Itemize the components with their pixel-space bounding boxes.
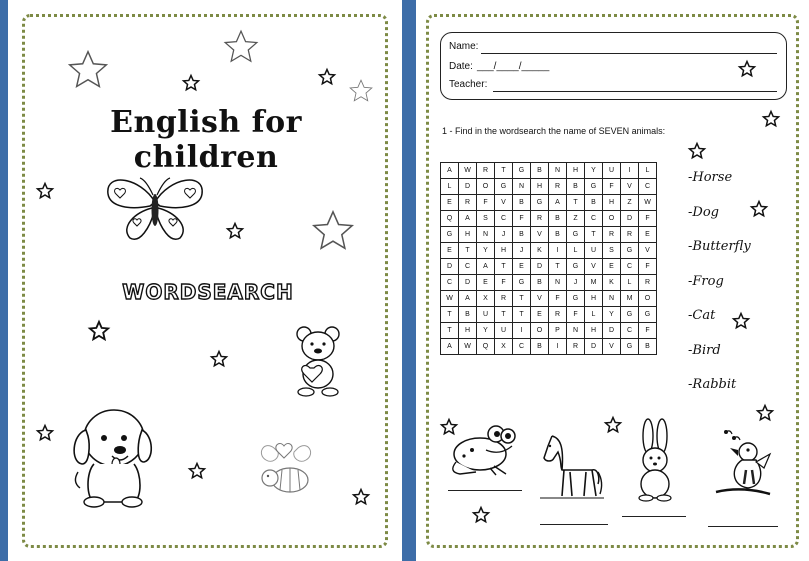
grid-cell[interactable]: F [567,307,585,323]
grid-cell[interactable]: D [621,211,639,227]
grid-cell[interactable]: W [459,163,477,179]
grid-cell[interactable]: L [621,275,639,291]
grid-cell[interactable]: N [567,323,585,339]
grid-cell[interactable]: B [531,339,549,355]
grid-cell[interactable]: G [567,227,585,243]
animal-word: -Frog [688,273,724,289]
grid-cell[interactable]: W [441,291,459,307]
grid-cell[interactable]: D [531,259,549,275]
grid-cell[interactable]: G [513,275,531,291]
grid-cell[interactable]: T [567,195,585,211]
grid-row [441,227,657,243]
grid-cell[interactable]: O [531,323,549,339]
answer-line-frog[interactable] [448,490,522,491]
grid-cell[interactable]: A [459,211,477,227]
grid-cell[interactable]: K [531,243,549,259]
grid-cell[interactable]: D [603,323,621,339]
grid-cell[interactable]: F [639,211,657,227]
star-icon [88,320,110,346]
star-icon [604,416,622,438]
grid-cell[interactable]: R [621,227,639,243]
grid-cell[interactable]: D [459,179,477,195]
grid-cell[interactable]: W [459,339,477,355]
grid-cell[interactable]: G [441,227,459,243]
grid-cell[interactable]: G [513,163,531,179]
grid-cell[interactable]: Q [477,339,495,355]
star-icon [222,28,260,70]
star-icon [318,68,336,90]
star-icon [472,506,490,528]
grid-cell[interactable]: V [531,227,549,243]
grid-cell[interactable]: B [567,179,585,195]
grid-cell[interactable]: C [639,179,657,195]
star-icon [762,110,780,132]
star-icon [36,182,54,204]
grid-cell[interactable]: E [441,195,459,211]
grid-cell[interactable]: T [549,259,567,275]
grid-cell[interactable]: L [567,243,585,259]
grid-cell[interactable]: G [639,307,657,323]
star-icon [732,312,750,334]
grid-cell[interactable]: G [621,307,639,323]
grid-cell[interactable]: H [459,227,477,243]
grid-cell[interactable]: R [495,291,513,307]
grid-cell[interactable]: F [549,291,567,307]
butterfly-illustration [100,172,210,248]
animal-word: -Butterfly [688,239,751,254]
grid-row [441,339,657,355]
grid-cell[interactable]: L [639,163,657,179]
star-icon [188,462,206,484]
grid-cell[interactable]: T [441,307,459,323]
animal-word: -Bird [688,342,721,358]
grid-cell[interactable]: V [639,243,657,259]
grid-cell[interactable]: B [549,227,567,243]
grid-cell[interactable]: B [531,275,549,291]
animal-word: -Cat [688,308,716,323]
grid-cell[interactable]: J [495,227,513,243]
grid-row [441,163,657,179]
grid-cell[interactable]: F [513,211,531,227]
grid-cell[interactable]: O [639,291,657,307]
horse-illustration [540,432,604,506]
grid-cell[interactable]: H [459,323,477,339]
grid-cell[interactable]: J [513,243,531,259]
grid-cell[interactable]: F [495,275,513,291]
grid-cell[interactable]: T [495,307,513,323]
grid-cell[interactable]: D [585,339,603,355]
grid-row [441,275,657,291]
grid-row [441,195,657,211]
grid-cell[interactable]: I [549,243,567,259]
grid-cell[interactable]: D [441,259,459,275]
grid-cell[interactable]: V [495,195,513,211]
grid-cell[interactable]: B [459,307,477,323]
grid-cell[interactable]: T [495,163,513,179]
grid-cell[interactable]: A [477,259,495,275]
grid-cell[interactable]: F [603,179,621,195]
grid-row [441,307,657,323]
grid-cell[interactable]: V [603,339,621,355]
grid-cell[interactable]: Y [603,307,621,323]
instruction-text: 1 - Find in the wordsearch the name of SEVEN animals: [442,126,666,136]
rabbit-illustration [630,418,680,506]
grid-cell[interactable]: E [639,227,657,243]
answer-line-horse[interactable] [540,524,608,525]
grid-cell[interactable]: Z [621,195,639,211]
grid-cell[interactable]: F [639,259,657,275]
grid-cell[interactable]: T [441,323,459,339]
grid-cell[interactable]: A [459,291,477,307]
grid-cell[interactable]: B [513,227,531,243]
grid-cell[interactable]: P [549,323,567,339]
name-label: Name: [449,41,479,52]
grid-cell[interactable]: Y [477,243,495,259]
star-icon [210,350,228,372]
grid-row [441,291,657,307]
grid-cell[interactable]: G [585,179,603,195]
grid-cell[interactable]: E [477,275,495,291]
teacher-label: Teacher: [449,79,488,90]
grid-cell[interactable]: C [621,323,639,339]
teacher-field[interactable] [493,91,777,92]
grid-cell[interactable]: R [639,275,657,291]
grid-cell[interactable]: R [477,163,495,179]
grid-cell[interactable]: E [603,259,621,275]
worksheet-page [416,0,809,561]
grid-cell[interactable]: E [441,243,459,259]
grid-cell[interactable]: B [513,195,531,211]
grid-cell[interactable]: E [513,259,531,275]
cover-page [8,0,402,561]
star-icon [750,200,768,222]
grid-row [441,211,657,227]
grid-cell[interactable]: U [495,323,513,339]
grid-cell[interactable]: R [531,211,549,227]
star-icon [352,488,370,510]
grid-cell[interactable]: E [531,307,549,323]
grid-row [441,243,657,259]
grid-cell[interactable]: N [513,179,531,195]
grid-cell[interactable]: G [621,243,639,259]
grid-cell[interactable]: J [567,275,585,291]
cover-subtitle: WORDSEARCH [122,280,294,304]
star-icon [310,208,356,258]
animal-word: -Horse [688,170,733,185]
grid-cell[interactable]: X [495,339,513,355]
grid-cell[interactable]: F [639,323,657,339]
grid-cell[interactable]: I [549,339,567,355]
grid-cell[interactable]: T [459,243,477,259]
grid-cell[interactable]: N [549,275,567,291]
animal-word: -Rabbit [688,377,737,392]
star-icon [756,404,774,426]
grid-cell[interactable]: A [441,339,459,355]
grid-cell[interactable]: G [567,291,585,307]
grid-cell[interactable]: Q [441,211,459,227]
frog-illustration [446,422,518,480]
grid-cell[interactable]: T [513,307,531,323]
grid-cell[interactable]: V [585,259,603,275]
grid-cell[interactable]: R [549,307,567,323]
grid-cell[interactable]: H [495,243,513,259]
grid-cell[interactable]: C [441,275,459,291]
grid-cell[interactable]: B [549,211,567,227]
grid-cell[interactable]: C [459,259,477,275]
star-icon [348,78,374,108]
grid-cell[interactable]: D [459,275,477,291]
grid-row [441,259,657,275]
student-info-box [440,32,787,100]
bird-illustration [712,428,772,504]
grid-cell[interactable]: X [477,291,495,307]
grid-cell[interactable]: R [459,195,477,211]
grid-cell[interactable]: R [603,227,621,243]
star-icon [688,142,706,164]
star-icon [182,74,200,96]
date-field[interactable]: ___/____/_____ [477,61,550,72]
grid-cell[interactable]: A [441,163,459,179]
answer-line-bird[interactable] [708,526,778,527]
star-icon [36,424,54,446]
grid-cell[interactable]: T [513,291,531,307]
grid-cell[interactable]: R [549,179,567,195]
grid-cell[interactable]: F [477,195,495,211]
grid-cell[interactable]: G [567,259,585,275]
grid-cell[interactable]: G [495,179,513,195]
grid-cell[interactable]: A [549,195,567,211]
star-icon [226,222,244,244]
grid-cell[interactable]: O [477,179,495,195]
grid-cell[interactable]: U [477,307,495,323]
grid-cell[interactable]: H [531,179,549,195]
grid-cell[interactable]: G [531,195,549,211]
star-icon [738,60,756,82]
grid-cell[interactable]: U [585,243,603,259]
date-label: Date: [449,61,473,72]
grid-cell[interactable]: I [621,163,639,179]
grid-cell[interactable]: S [477,211,495,227]
grid-cell[interactable]: U [603,163,621,179]
grid-cell[interactable]: G [621,339,639,355]
cover-title: English for children [110,105,302,175]
wordsearch-grid[interactable] [440,162,657,355]
grid-cell[interactable]: T [585,227,603,243]
grid-cell[interactable]: B [531,163,549,179]
grid-cell[interactable]: S [603,243,621,259]
star-icon [66,48,110,96]
grid-cell[interactable]: L [441,179,459,195]
grid-cell[interactable]: N [477,227,495,243]
grid-cell[interactable]: H [567,163,585,179]
grid-cell[interactable]: K [603,275,621,291]
grid-cell[interactable]: M [621,291,639,307]
grid-cell[interactable]: B [585,195,603,211]
grid-cell[interactable]: H [585,291,603,307]
grid-cell[interactable]: R [567,339,585,355]
grid-cell[interactable]: L [585,307,603,323]
grid-cell[interactable]: W [639,195,657,211]
grid-cell[interactable]: C [621,259,639,275]
grid-cell[interactable]: Y [585,163,603,179]
grid-cell[interactable]: M [585,275,603,291]
grid-cell[interactable]: C [495,211,513,227]
answer-line-rabbit[interactable] [622,516,686,517]
animal-word: -Dog [688,204,719,220]
name-field[interactable] [481,53,777,54]
grid-cell[interactable]: C [513,339,531,355]
grid-cell[interactable]: C [585,211,603,227]
grid-cell[interactable]: H [603,195,621,211]
grid-cell[interactable]: Z [567,211,585,227]
grid-cell[interactable]: O [603,211,621,227]
grid-cell[interactable]: I [513,323,531,339]
grid-cell[interactable]: T [495,259,513,275]
grid-cell[interactable]: N [549,163,567,179]
teddy-bear-illustration [292,322,344,402]
grid-cell[interactable]: V [621,179,639,195]
grid-row [441,323,657,339]
grid-cell[interactable]: H [585,323,603,339]
grid-cell[interactable]: B [639,339,657,355]
grid-cell[interactable]: V [531,291,549,307]
dog-illustration [64,402,156,512]
grid-cell[interactable]: Y [477,323,495,339]
grid-row [441,179,657,195]
grid-cell[interactable]: N [603,291,621,307]
bee-illustration [254,440,318,506]
